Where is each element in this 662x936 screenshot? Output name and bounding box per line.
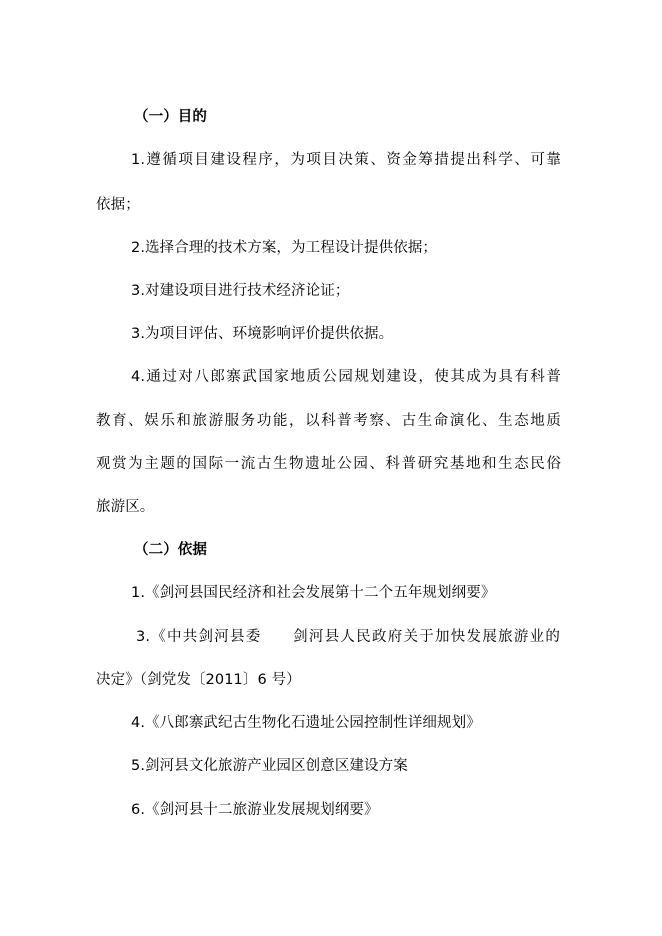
paragraph-line: 1.遵循项目建设程序，为项目决策、资金筹措提出科学、可靠	[131, 152, 561, 168]
paragraph-line: 2.选择合理的技术方案，为工程设计提供依据；	[131, 240, 438, 256]
paragraph-line: 旅游区。	[96, 499, 155, 515]
paragraph-line: 观赏为主题的国际一流古生物遗址公园、科普研究基地和生态民俗	[96, 456, 561, 472]
paragraph-line: 5.剑河县文化旅游产业园区创意区建设方案	[131, 758, 408, 774]
paragraph-line: 依据；	[96, 197, 140, 213]
paragraph-line: 1.《剑河县国民经济和社会发展第十二个五年规划纲要》	[131, 585, 496, 601]
paragraph-line: 3.《中共剑河县委 剑河县人民政府关于加快发展旅游业的	[136, 629, 560, 645]
paragraph-line: 4.通过对八郎寨武国家地质公园规划建设，使其成为具有科普	[131, 369, 561, 385]
paragraph-line: 决定》（剑党发〔2011〕6 号）	[96, 672, 301, 688]
paragraph-line: 3.为项目评估、环境影响评价提供依据。	[131, 326, 394, 342]
section-heading-basis: （二）依据	[134, 542, 207, 558]
paragraph-line: 教育、娱乐和旅游服务功能，以科普考察、古生命演化、生态地质	[96, 413, 561, 429]
section-heading-purpose: （一）目的	[134, 109, 207, 125]
paragraph-line: 4.《八郎寨武纪古生物化石遗址公园控制性详细规划》	[131, 715, 481, 731]
paragraph-line: 6.《剑河县十二旅游业发展规划纲要》	[131, 802, 379, 818]
paragraph-line: 3.对建设项目进行技术经济论证；	[131, 283, 350, 299]
